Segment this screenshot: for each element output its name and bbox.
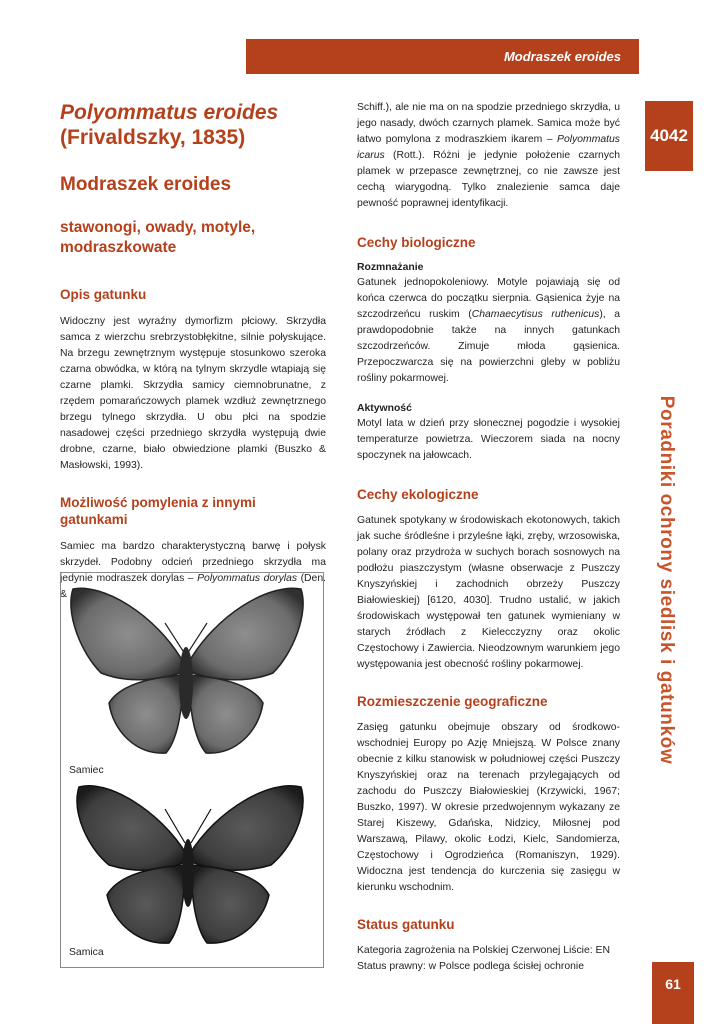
text-pomylenie-b: Schiff.), ale nie ma on na spodzie przedniego skrzydła, u jego nasady, dwóch czarnych plamek. Samica może być łatwo pomylona z modraszkiem ikarem – Polyommatus icarus (Rott.). Różni je jedynie położenie czarnych plamek w przepasce zewnętrznej, co nie zawsze jest cechą wiarygodną. Tylko znalezienie samca daje pewność poprawnej identyfikacji. (357, 102, 620, 209)
male-butterfly (71, 588, 303, 753)
sub-rozmnazanie: Rozmnażanie (357, 262, 424, 273)
status-category: Kategoria zagrożenia na Polskiej Czerwonej Liście: EN (357, 945, 610, 956)
left-column (60, 100, 326, 603)
series-title: Poradniki ochrony siedlisk i gatunków (656, 395, 677, 765)
species-code-tab (645, 101, 693, 171)
caption-male: Samiec (69, 765, 104, 776)
page-number: 61 (652, 962, 694, 1024)
taxonomy (60, 218, 326, 258)
right-column (357, 100, 620, 975)
caption-female: Samica (69, 947, 104, 958)
title-polish: Modraszek eroides (60, 174, 232, 195)
text-rozmnazanie: Gatunek jednopokoleniowy. Motyle pojawiają się od końca czerwca do początku sierpnia. Gąsienica żyje na szczodrzeńcu ruskim (Chamaecytisus ruthenicus), a prawdopodobnie także na innych gatunkach szczodrzeńców. Zimuje młoda gąsienica. Przepoczwarcza się na powierzchni gleby w pobliżu rośliny pokarmowej. (357, 277, 621, 384)
heading-status: Status gatunku (357, 917, 455, 932)
text-aktywnosc: Motyl lata w dzień przy słonecznej pogodzie i wysokiej temperaturze powietrza. Wieczorem siada na nocny spoczynek na jałowcach. (357, 418, 620, 461)
female-butterfly (77, 786, 303, 943)
taxonomy-line: stawonogi, owady, motyle, (60, 219, 256, 236)
running-title: Modraszek eroides (503, 49, 621, 64)
heading-biologiczne: Cechy biologiczne (357, 235, 476, 250)
heading-ekologiczne: Cechy ekologiczne (357, 487, 479, 502)
title-author: (Frivaldszky, 1835) (60, 126, 246, 149)
sub-aktywnosc: Aktywność (357, 403, 412, 414)
running-header (246, 39, 639, 74)
text-rozmieszczenie: Zasięg gatunku obejmuje obszary od środkowo-wschodniej Europy po Azję Mniejszą. W Polsce znany obecnie z kilku stanowisk w południowej części Puszczy Knyszyńskiej oraz na terenach przylegających od zachodu do Puszczy Białowieskiej (Krzywicki, 1967; Buszko, 1997). W okresie przedwojennym wykazany ze Starej Kiszewy, Gdańska, Nidzicy, Miłosnej pod Warszawą, Pilawy, okolic Łodzi, Kielc, Sandomierza, Częstochowy i Ogrodzieńca (Romaniszyn, 1929). Widoczna jest tendencja do kurczenia się zasięgu w kierunku wschodnim. (357, 722, 620, 893)
text-ekologiczne: Gatunek spotykany w środowiskach ekotonowych, takich jak suche śródleśne i przyleśne łąki, zręby, wrzosowiska, polany oraz przydroża w suchych borach sosnowych na podłożu piaszczystym (własne obserwacje z Puszczy Knyszyńskiej i zachodnich obrzeży Puszczy Białowieskiej) [6120, 4030]. Trudno ustalić, w jakich środowiskach występował ten gatunek wymieniany w starych źródłach z Kielecczyzny oraz okolic Częstochowy i Zawiercia. Nieodzownym warunkiem jego występowania jest obecność rośliny pokarmowej. (357, 515, 620, 670)
photo-box (60, 572, 324, 968)
text-opis: Widoczny jest wyraźny dymorfizm płciowy. Skrzydła samca z wierzchu srebrzystobłękitne, silnie połyskujące. Na brzegu zewnętrznym występuje stosunkowo szeroka czarna obwódka, w którą na tylnym skrzydle wtapiają się czarne plamki. Skrzydła samicy ciemnobrunatne, z rzędem pomarańczowych plamek wzdłuż zewnętrznego brzegu tylnego skrzydła. U obu płci na spodzie nasadowej części przedniego skrzydła występują dwie drobne, czarne, biało obwiedzione plamki (Buszko & Masłowski, 1993). (60, 316, 326, 471)
heading-pomylenie (60, 494, 326, 528)
status-legal: Status prawny: w Polsce podlega ścisłej ochronie (357, 961, 584, 972)
species-code: 4042 (650, 126, 688, 145)
title-latin: Polyommatus eroides (60, 101, 279, 124)
heading-rozmieszczenie: Rozmieszczenie geograficzne (357, 694, 548, 709)
heading-line: Możliwość pomylenia z innymi (60, 495, 256, 510)
taxonomy-line: modraszkowate (60, 239, 177, 256)
heading-opis: Opis gatunku (60, 287, 147, 302)
text-pomylenie-a: Samiec ma bardzo charakterystyczną barwę i połysk skrzydeł. Podobny odcień przedniego skrzydła ma jedynie modraszek dorylas – Polyommatus dorylas (Den. & (60, 541, 327, 600)
heading-line: gatunkami (60, 512, 128, 527)
